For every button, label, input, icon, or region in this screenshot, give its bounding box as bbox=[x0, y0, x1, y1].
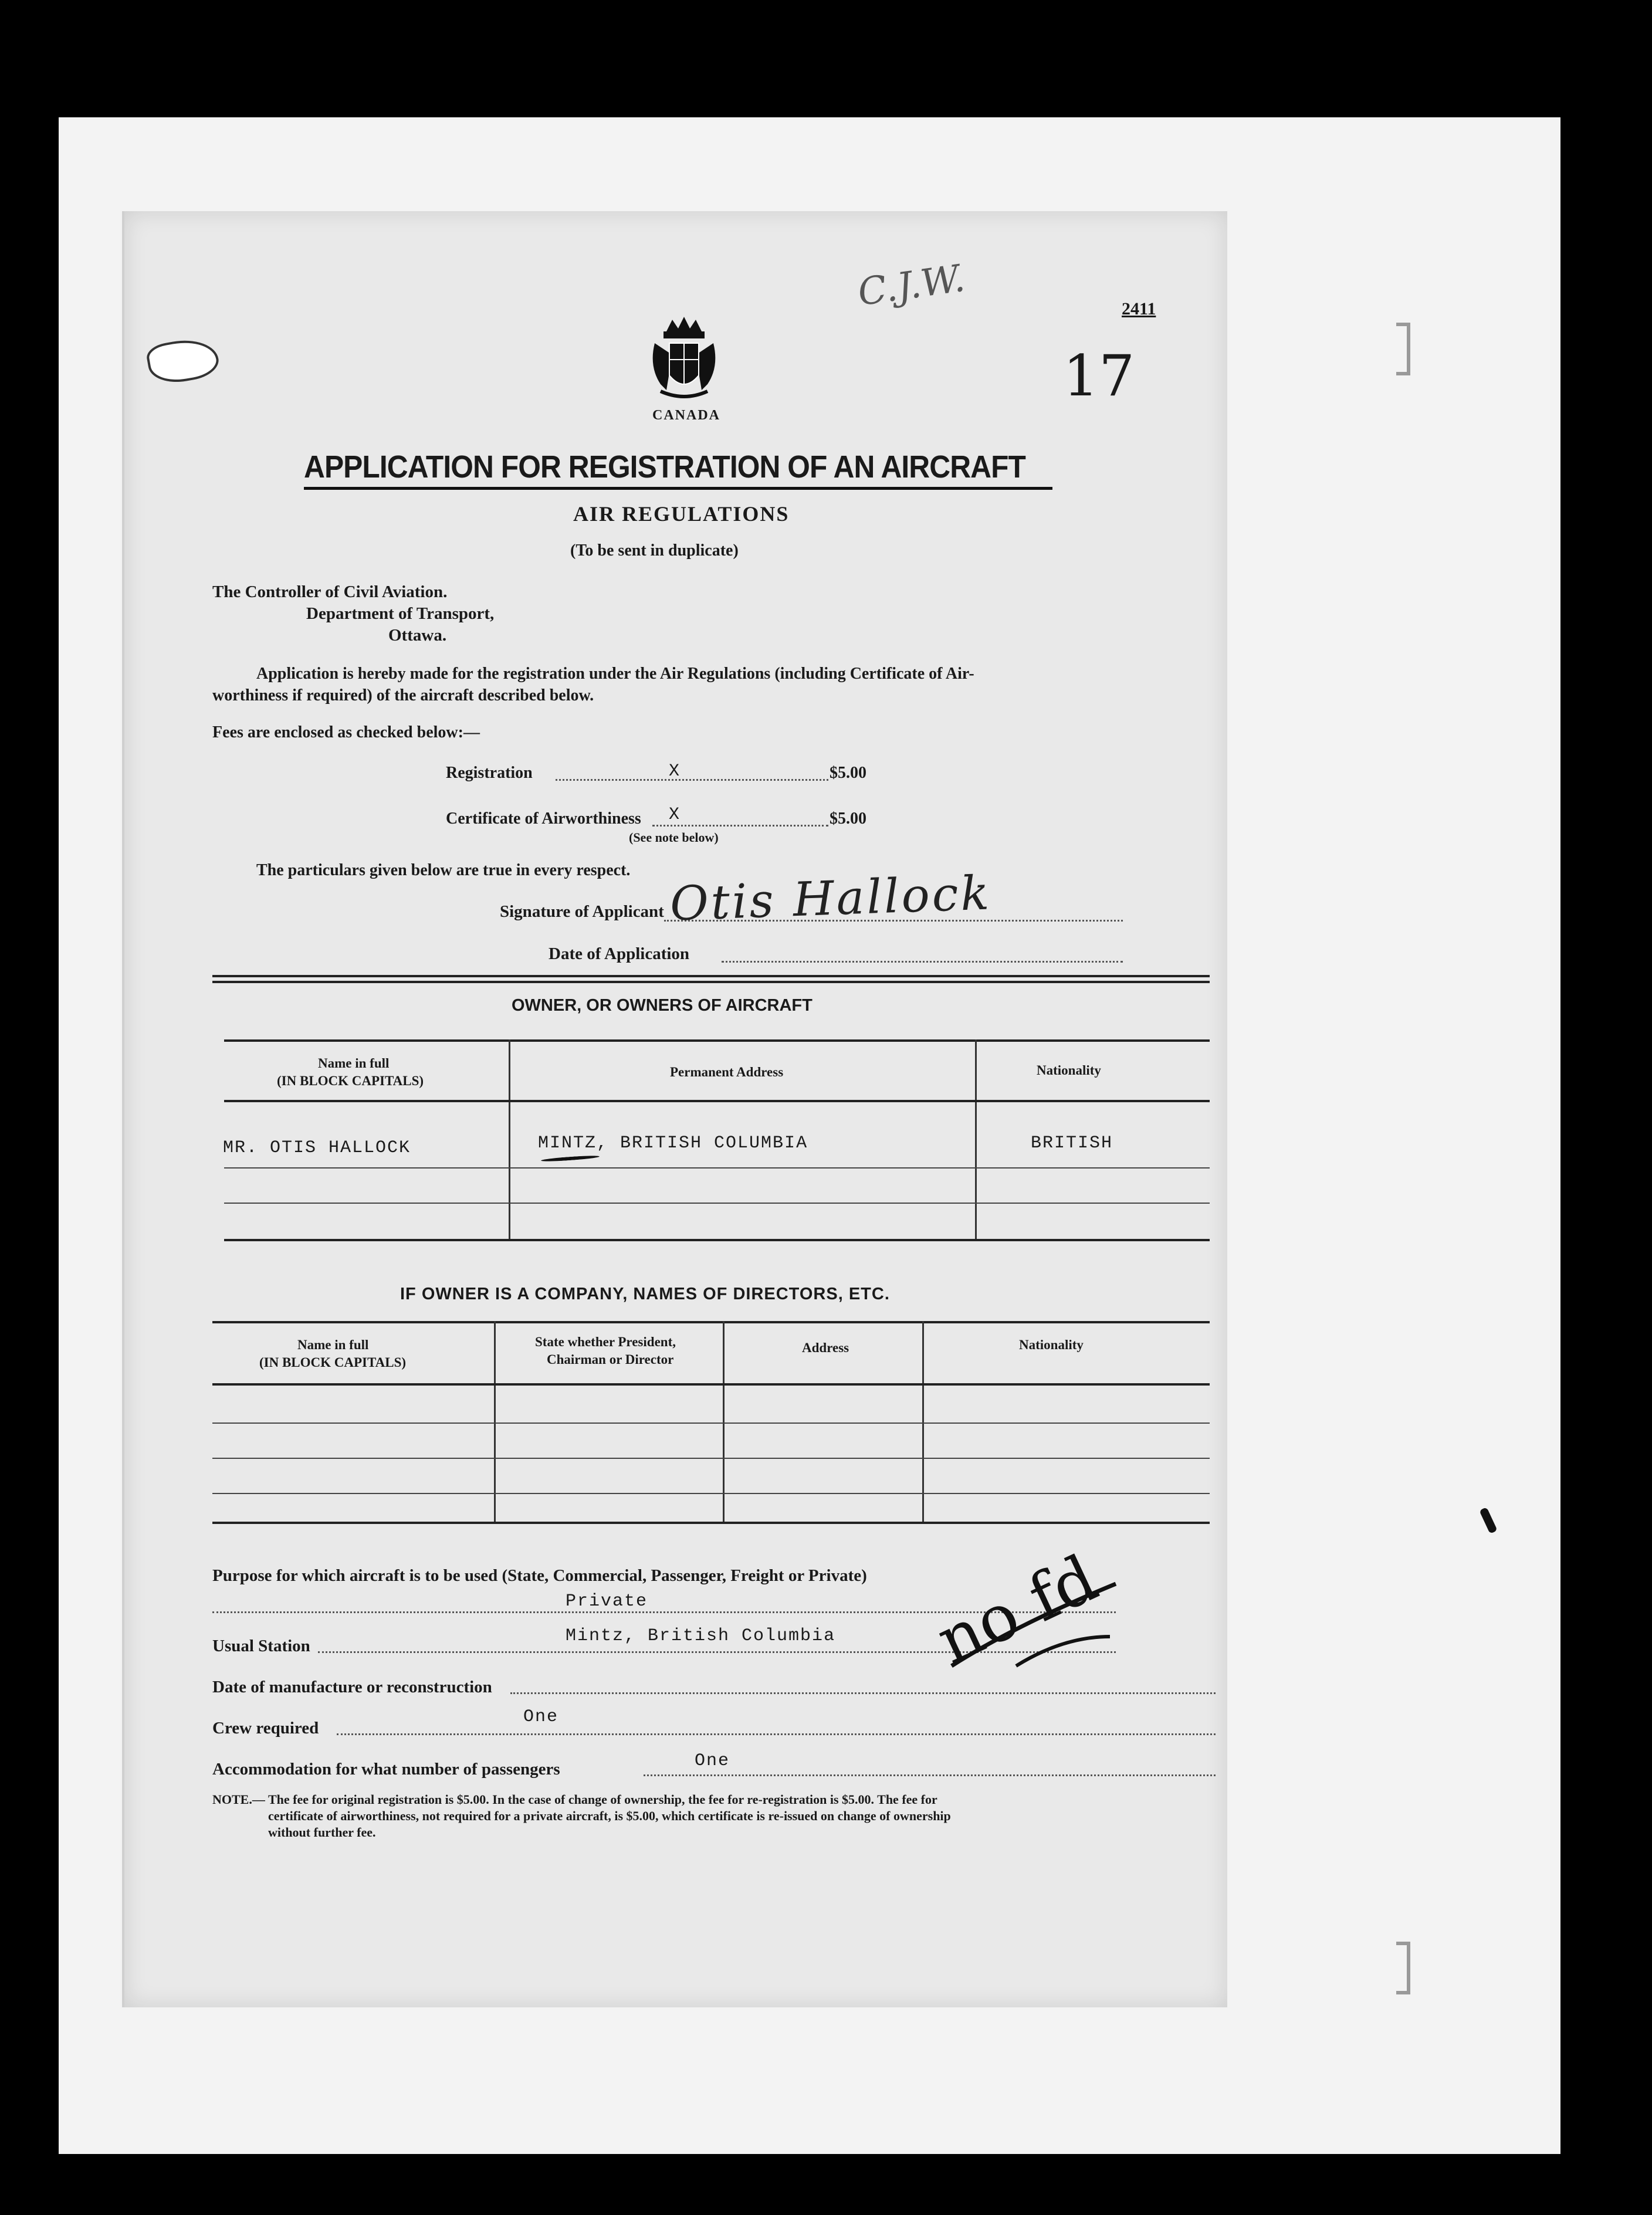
handwritten-strike bbox=[946, 1549, 1122, 1678]
airworthiness-fee-amount: $5.00 bbox=[830, 810, 866, 828]
manufacture-date-line bbox=[510, 1692, 1216, 1694]
crew-value[interactable]: One bbox=[523, 1707, 559, 1727]
passengers-line bbox=[644, 1774, 1216, 1776]
owners-header-rule bbox=[224, 1100, 1210, 1102]
intro-line-2: worthiness if required) of the aircraft described below. bbox=[212, 686, 594, 705]
handwritten-initials: C.J.W. bbox=[855, 256, 968, 315]
form-subtitle: AIR REGULATIONS bbox=[573, 502, 790, 526]
duplicate-note: (To be sent in duplicate) bbox=[570, 541, 739, 560]
address-underline-mark bbox=[541, 1155, 600, 1163]
company-col-divider-3 bbox=[922, 1321, 924, 1522]
usual-station-label: Usual Station bbox=[212, 1637, 310, 1655]
airworthiness-fee-line bbox=[652, 825, 828, 827]
crop-mark-bottom-right bbox=[1396, 1942, 1410, 1994]
company-col-state-1: State whether President, bbox=[535, 1335, 676, 1349]
company-col-nationality: Nationality bbox=[1019, 1337, 1084, 1352]
true-statement: The particulars given below are true in every respect. bbox=[256, 861, 631, 879]
registration-fee-amount: $5.00 bbox=[830, 764, 866, 782]
handwritten-annotation: no fd bbox=[926, 1540, 1108, 1679]
company-row-rule-1 bbox=[212, 1423, 1210, 1424]
owners-col-name-2: (IN BLOCK CAPITALS) bbox=[277, 1073, 424, 1088]
note-line-1: The fee for original registration is $5.00. In the case of change of ownership, the fee for re-registration is $5.00. The fee for bbox=[268, 1792, 937, 1807]
crew-label: Crew required bbox=[212, 1719, 319, 1738]
owners-col-nationality: Nationality bbox=[1037, 1063, 1101, 1078]
purpose-value[interactable]: Private bbox=[566, 1591, 648, 1611]
owner-nationality[interactable]: BRITISH bbox=[1031, 1133, 1113, 1153]
canada-crest bbox=[643, 314, 725, 408]
page-number: 17 bbox=[1063, 343, 1135, 409]
passengers-label: Accommodation for what number of passengers bbox=[212, 1760, 560, 1779]
owners-col-divider-2 bbox=[975, 1039, 977, 1239]
registration-fee-mark[interactable]: X bbox=[669, 761, 681, 781]
passengers-value[interactable]: One bbox=[695, 1751, 730, 1771]
owners-row-rule-2 bbox=[224, 1203, 1210, 1204]
company-heading: IF OWNER IS A COMPANY, NAMES OF DIRECTORS, ETC. bbox=[400, 1285, 890, 1303]
airworthiness-fee-mark[interactable]: X bbox=[669, 805, 681, 825]
owners-col-name-1: Name in full bbox=[318, 1056, 390, 1071]
addressee-line-2: Department of Transport, bbox=[306, 604, 495, 623]
usual-station-value[interactable]: Mintz, British Columbia bbox=[566, 1626, 836, 1646]
note-line-3: without further fee. bbox=[268, 1825, 376, 1840]
company-col-address: Address bbox=[802, 1340, 849, 1355]
airworthiness-fee-label: Certificate of Airworthiness bbox=[446, 810, 641, 828]
company-row-rule-2 bbox=[212, 1458, 1210, 1459]
title-underline bbox=[304, 487, 1052, 490]
crop-mark-top-right bbox=[1396, 323, 1410, 375]
owners-col-address: Permanent Address bbox=[670, 1065, 784, 1079]
owners-top-rule-1 bbox=[212, 975, 1210, 977]
owners-table-top bbox=[224, 1039, 1210, 1042]
owners-top-rule-2 bbox=[212, 981, 1210, 983]
owners-col-divider-1 bbox=[509, 1039, 510, 1239]
crew-line bbox=[337, 1733, 1216, 1735]
addressee-line-1: The Controller of Civil Aviation. bbox=[212, 582, 448, 601]
company-col-divider-2 bbox=[723, 1321, 725, 1522]
owners-table-bottom bbox=[224, 1239, 1210, 1241]
note-lead: NOTE.— bbox=[212, 1792, 265, 1807]
company-table-bottom bbox=[212, 1522, 1210, 1524]
form-title: APPLICATION FOR REGISTRATION OF AN AIRCRAFT bbox=[304, 449, 1025, 485]
company-header-rule bbox=[212, 1383, 1210, 1386]
purpose-label: Purpose for which aircraft is to be used (State, Commercial, Passenger, Freight or Private) bbox=[212, 1566, 867, 1585]
date-of-application-line bbox=[722, 961, 1123, 963]
note-line-2: certificate of airworthiness, not required for a private aircraft, is $5.00, which certificate is re-issued on change of ownership bbox=[268, 1808, 951, 1823]
owner-name[interactable]: MR. OTIS HALLOCK bbox=[223, 1138, 411, 1158]
applicant-signature[interactable]: Otis Hallock bbox=[669, 865, 993, 932]
registration-fee-label: Registration bbox=[446, 764, 533, 782]
tape-mark bbox=[145, 334, 221, 387]
manufacture-date-label: Date of manufacture or reconstruction bbox=[212, 1678, 492, 1696]
crest-label: CANADA bbox=[652, 408, 720, 423]
signature-label: Signature of Applicant bbox=[500, 902, 664, 921]
registration-fee-line bbox=[556, 779, 828, 781]
application-form bbox=[122, 211, 1227, 2007]
company-table-top bbox=[212, 1321, 1210, 1323]
owners-heading: OWNER, OR OWNERS OF AIRCRAFT bbox=[512, 996, 813, 1015]
company-row-rule-3 bbox=[212, 1493, 1210, 1494]
intro-line-1: Application is hereby made for the registration under the Air Regulations (including Certificate of Air- bbox=[256, 665, 974, 683]
company-col-state-2: Chairman or Director bbox=[547, 1352, 674, 1367]
date-of-application-label: Date of Application bbox=[549, 944, 690, 963]
fees-label: Fees are enclosed as checked below:— bbox=[212, 723, 480, 741]
addressee-line-3: Ottawa. bbox=[388, 626, 447, 645]
owners-row-rule-1 bbox=[224, 1167, 1210, 1169]
company-col-name-1: Name in full bbox=[297, 1337, 369, 1352]
airworthiness-fee-note: (See note below) bbox=[629, 830, 719, 845]
company-col-divider-1 bbox=[494, 1321, 496, 1522]
owner-address[interactable]: MINTZ, BRITISH COLUMBIA bbox=[538, 1133, 808, 1153]
form-number: 2411 bbox=[1122, 299, 1156, 319]
company-col-name-2: (IN BLOCK CAPITALS) bbox=[259, 1355, 407, 1370]
